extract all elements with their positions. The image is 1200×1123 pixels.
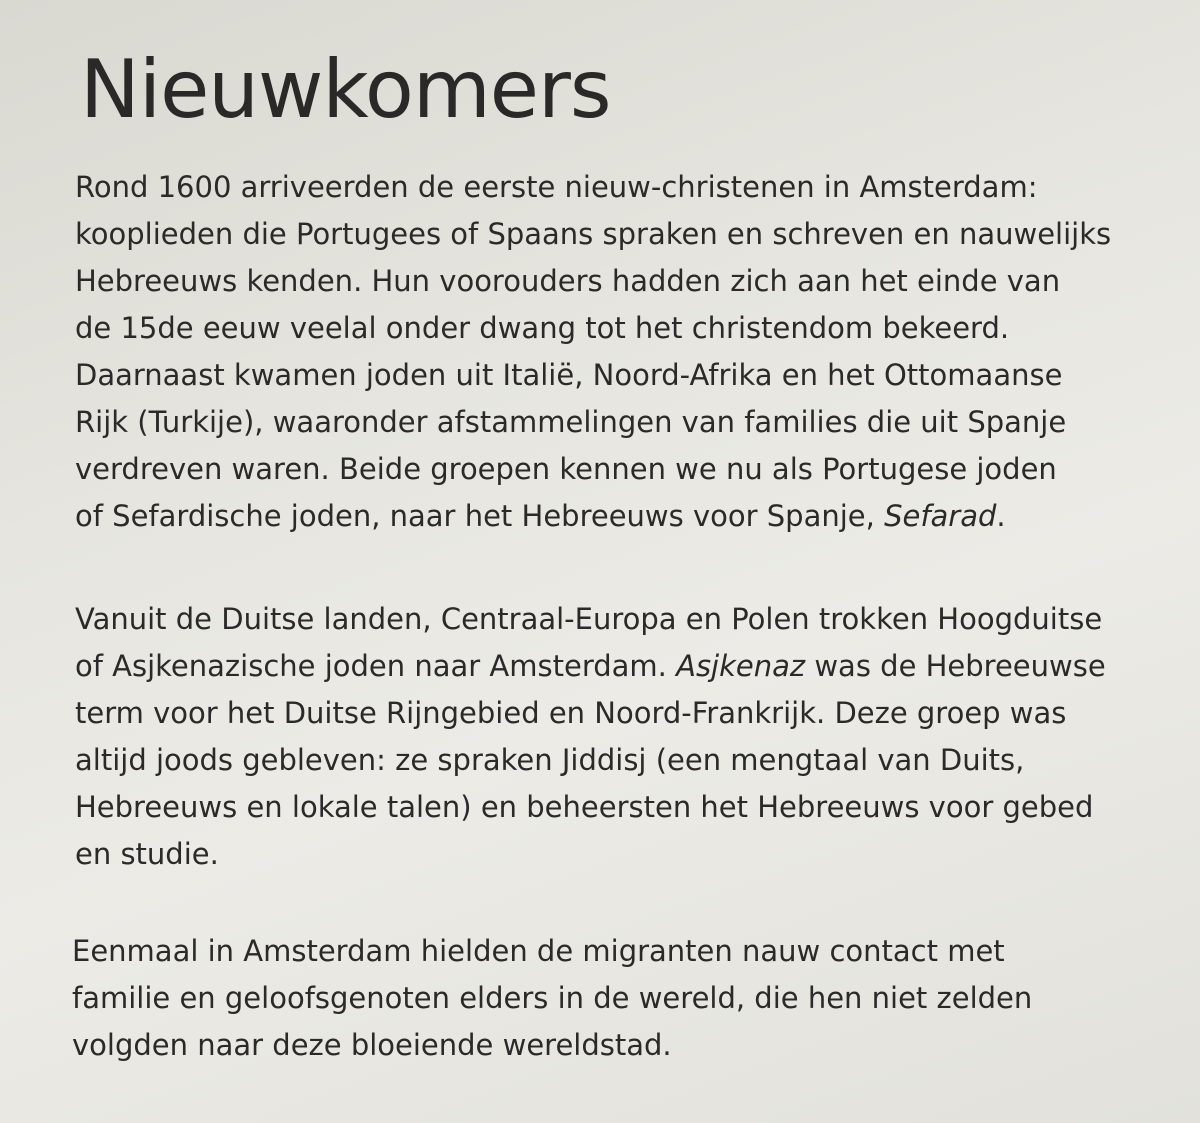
text-segment: . [996,499,1006,533]
text-line: Vanuit de Duitse landen, Centraal-Europa en Polen trokken Hoogduitse [75,602,1103,636]
text-line: Eenmaal in Amsterdam hielden de migranten nauw contact met [72,934,1005,968]
text-line: term voor het Duitse Rijngebied en Noord-Frankrijk. Deze groep was [75,696,1067,730]
paragraph-ashkenazi [75,596,1106,878]
text-line: kooplieden die Portugees of Spaans spraken en schreven en nauwelijks [75,217,1112,251]
panel-heading: Nieuwkomers [80,43,611,136]
text-line [75,643,1106,690]
text-line: de 15de eeuw veelal onder dwang tot het christendom bekeerd. [75,311,1010,345]
text-line: Daarnaast kwamen joden uit Italië, Noord-Afrika en het Ottomaanse [75,358,1063,392]
text-segment: of Asjkenazische joden naar Amsterdam. [75,649,677,683]
text-line: volgden naar deze bloeiende wereldstad. [72,1028,672,1062]
italic-term-sefarad: Sefarad [884,499,997,533]
paragraph-newcomers-sephardic [75,164,1111,540]
text-line: Rond 1600 arriveerden de eerste nieuw-christenen in Amsterdam: [75,170,1038,204]
text-line: en studie. [75,837,219,871]
text-segment: of Sefardische joden, naar het Hebreeuws voor Spanje, [75,499,885,533]
text-line: familie en geloofsgenoten elders in de wereld, die hen niet zelden [72,981,1033,1015]
paragraph-contact-abroad [72,928,1032,1069]
italic-term-asjkenaz: Asjkenaz [676,649,806,683]
text-line [75,493,1111,540]
text-segment: was de Hebreeuwse [805,649,1106,683]
text-line: Hebreeuws en lokale talen) en beheersten het Hebreeuws voor gebed [75,790,1094,824]
text-line: verdreven waren. Beide groepen kennen we nu als Portugese joden [75,452,1057,486]
text-line: altijd joods gebleven: ze spraken Jiddisj (een mengtaal van Duits, [75,743,1025,777]
text-line: Rijk (Turkije), waaronder afstammelingen van families die uit Spanje [75,405,1067,439]
text-line: Hebreeuws kenden. Hun voorouders hadden zich aan het einde van [75,264,1061,298]
